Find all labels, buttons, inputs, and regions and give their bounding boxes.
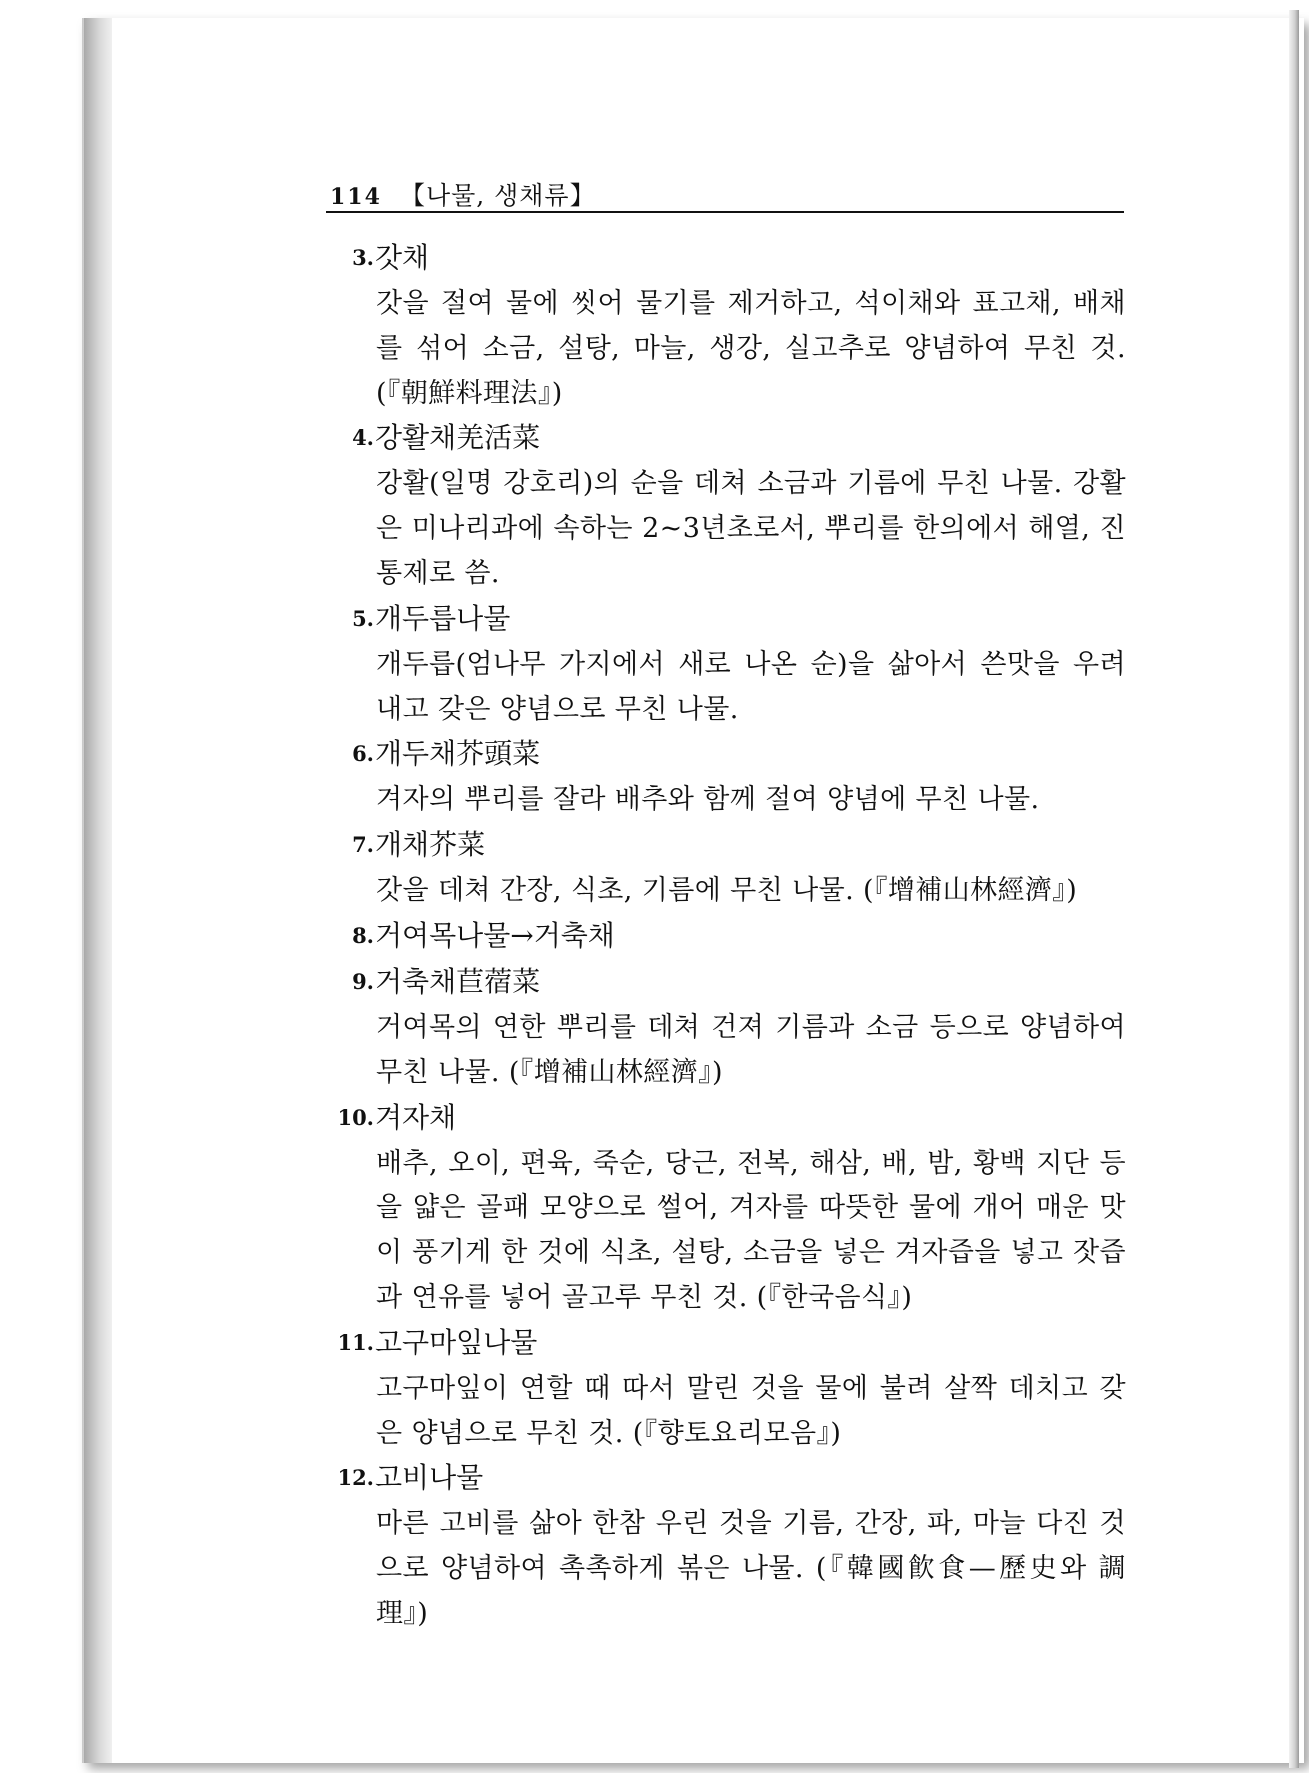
entry-body: 갓을 절여 물에 씻어 물기를 제거하고, 석이채와 표고채, 배채를 섞어 소금, 설탕, 마늘, 생강, 실고추로 양념하여 무친 것. (『朝鮮料理法』) [376, 288, 1126, 409]
entry [336, 416, 1126, 596]
entry-body: 거여목의 연한 뿌리를 데쳐 건져 기름과 소금 등으로 양념하여 무친 나물. (『增補山林經濟』) [376, 1011, 1126, 1088]
entry-body: 강활(일명 강호리)의 순을 데쳐 소금과 기름에 무친 나물. 강활은 미나리과에 속하는 2~3년초로서, 뿌리를 한의에서 해열, 진통제로 씀. [376, 468, 1126, 589]
page-number: 114 [330, 184, 382, 210]
entry-heading [336, 960, 1126, 1006]
entry-title: 거여목나물→거축채 [375, 918, 615, 952]
entry-title: 고비나물 [375, 1461, 484, 1495]
entry-body: 개두릅(엄나무 가지에서 새로 나온 순)을 삶아서 쓴맛을 우려 내고 갖은 양념으로 무친 나물. [376, 648, 1126, 725]
entry-body: 갓을 데쳐 간장, 식초, 기름에 무친 나물. (『增補山林經濟』) [376, 875, 1078, 907]
entry-number: 8. [352, 922, 374, 948]
header-rule [326, 211, 1124, 213]
entry-number: 7. [352, 832, 374, 858]
entry-title: 겨자채 [375, 1100, 457, 1134]
entry-title: 갓채 [375, 241, 430, 274]
entry-number: 12. [337, 1465, 374, 1491]
entry-heading [336, 823, 1126, 869]
entry-body: 배추, 오이, 편육, 죽순, 당근, 전복, 해삼, 배, 밤, 황백 지단 등을 얇은 골패 모양으로 썰어, 겨자를 따뜻한 물에 개어 매운 맛이 풍기게 한 것에 식초, 설탕, 소금을 넣은 겨자즙을 넣고 잣즙과 연유를 넣어 골고루 무친 것. (『한국음식』) [376, 1147, 1126, 1313]
entry [336, 1096, 1126, 1321]
entry-heading [336, 1096, 1126, 1142]
entry-title: 강활채羌活菜 [375, 421, 541, 455]
entry-title: 개채芥菜 [375, 828, 486, 862]
entry [336, 914, 1126, 960]
entry-body: 고구마잎이 연할 때 따서 말린 것을 물에 불려 살짝 데치고 갖은 양념으로 무친 것. (『향토요리모음』) [376, 1372, 1126, 1449]
entry-title: 거축채苣蓿菜 [375, 964, 541, 998]
page-right-edge [1289, 10, 1299, 1768]
entry-heading [336, 1456, 1126, 1502]
page-spine [84, 18, 112, 1763]
entry-number: 6. [352, 741, 374, 767]
entry-number: 4. [352, 425, 374, 451]
entry-title: 개두릅나물 [375, 601, 511, 635]
entry [336, 597, 1126, 733]
entry [336, 960, 1126, 1096]
entry-title: 개두채芥頭菜 [375, 737, 541, 771]
section-title: 【나물, 생채류】 [399, 181, 596, 210]
entry-number: 3. [352, 245, 374, 270]
entry-heading [336, 597, 1126, 643]
entry-title: 고구마잎나물 [375, 1325, 538, 1359]
entry-number: 9. [352, 968, 374, 994]
entry-heading [336, 732, 1126, 778]
running-head [330, 176, 1120, 212]
entry-heading [336, 1321, 1126, 1367]
entry-number: 11. [337, 1329, 374, 1355]
entry-body: 마른 고비를 삶아 한참 우린 것을 기름, 간장, 파, 마늘 다진 것으로 양념하여 촉촉하게 볶은 나물. (『韓國飮食—歷史와 調理』) [376, 1508, 1126, 1629]
entry [336, 1321, 1126, 1457]
entry-heading [336, 236, 1126, 282]
entry [336, 823, 1126, 914]
entry-number: 5. [352, 605, 374, 631]
entry-heading [336, 416, 1126, 462]
entry [336, 732, 1126, 823]
entry-heading [336, 914, 1126, 960]
entry-number: 10. [337, 1104, 374, 1130]
entry-list [336, 236, 1126, 1637]
entry-body: 겨자의 뿌리를 잘라 배추와 함께 절여 양념에 무친 나물. [376, 784, 1040, 816]
entry [336, 236, 1126, 416]
entry [336, 1456, 1126, 1636]
